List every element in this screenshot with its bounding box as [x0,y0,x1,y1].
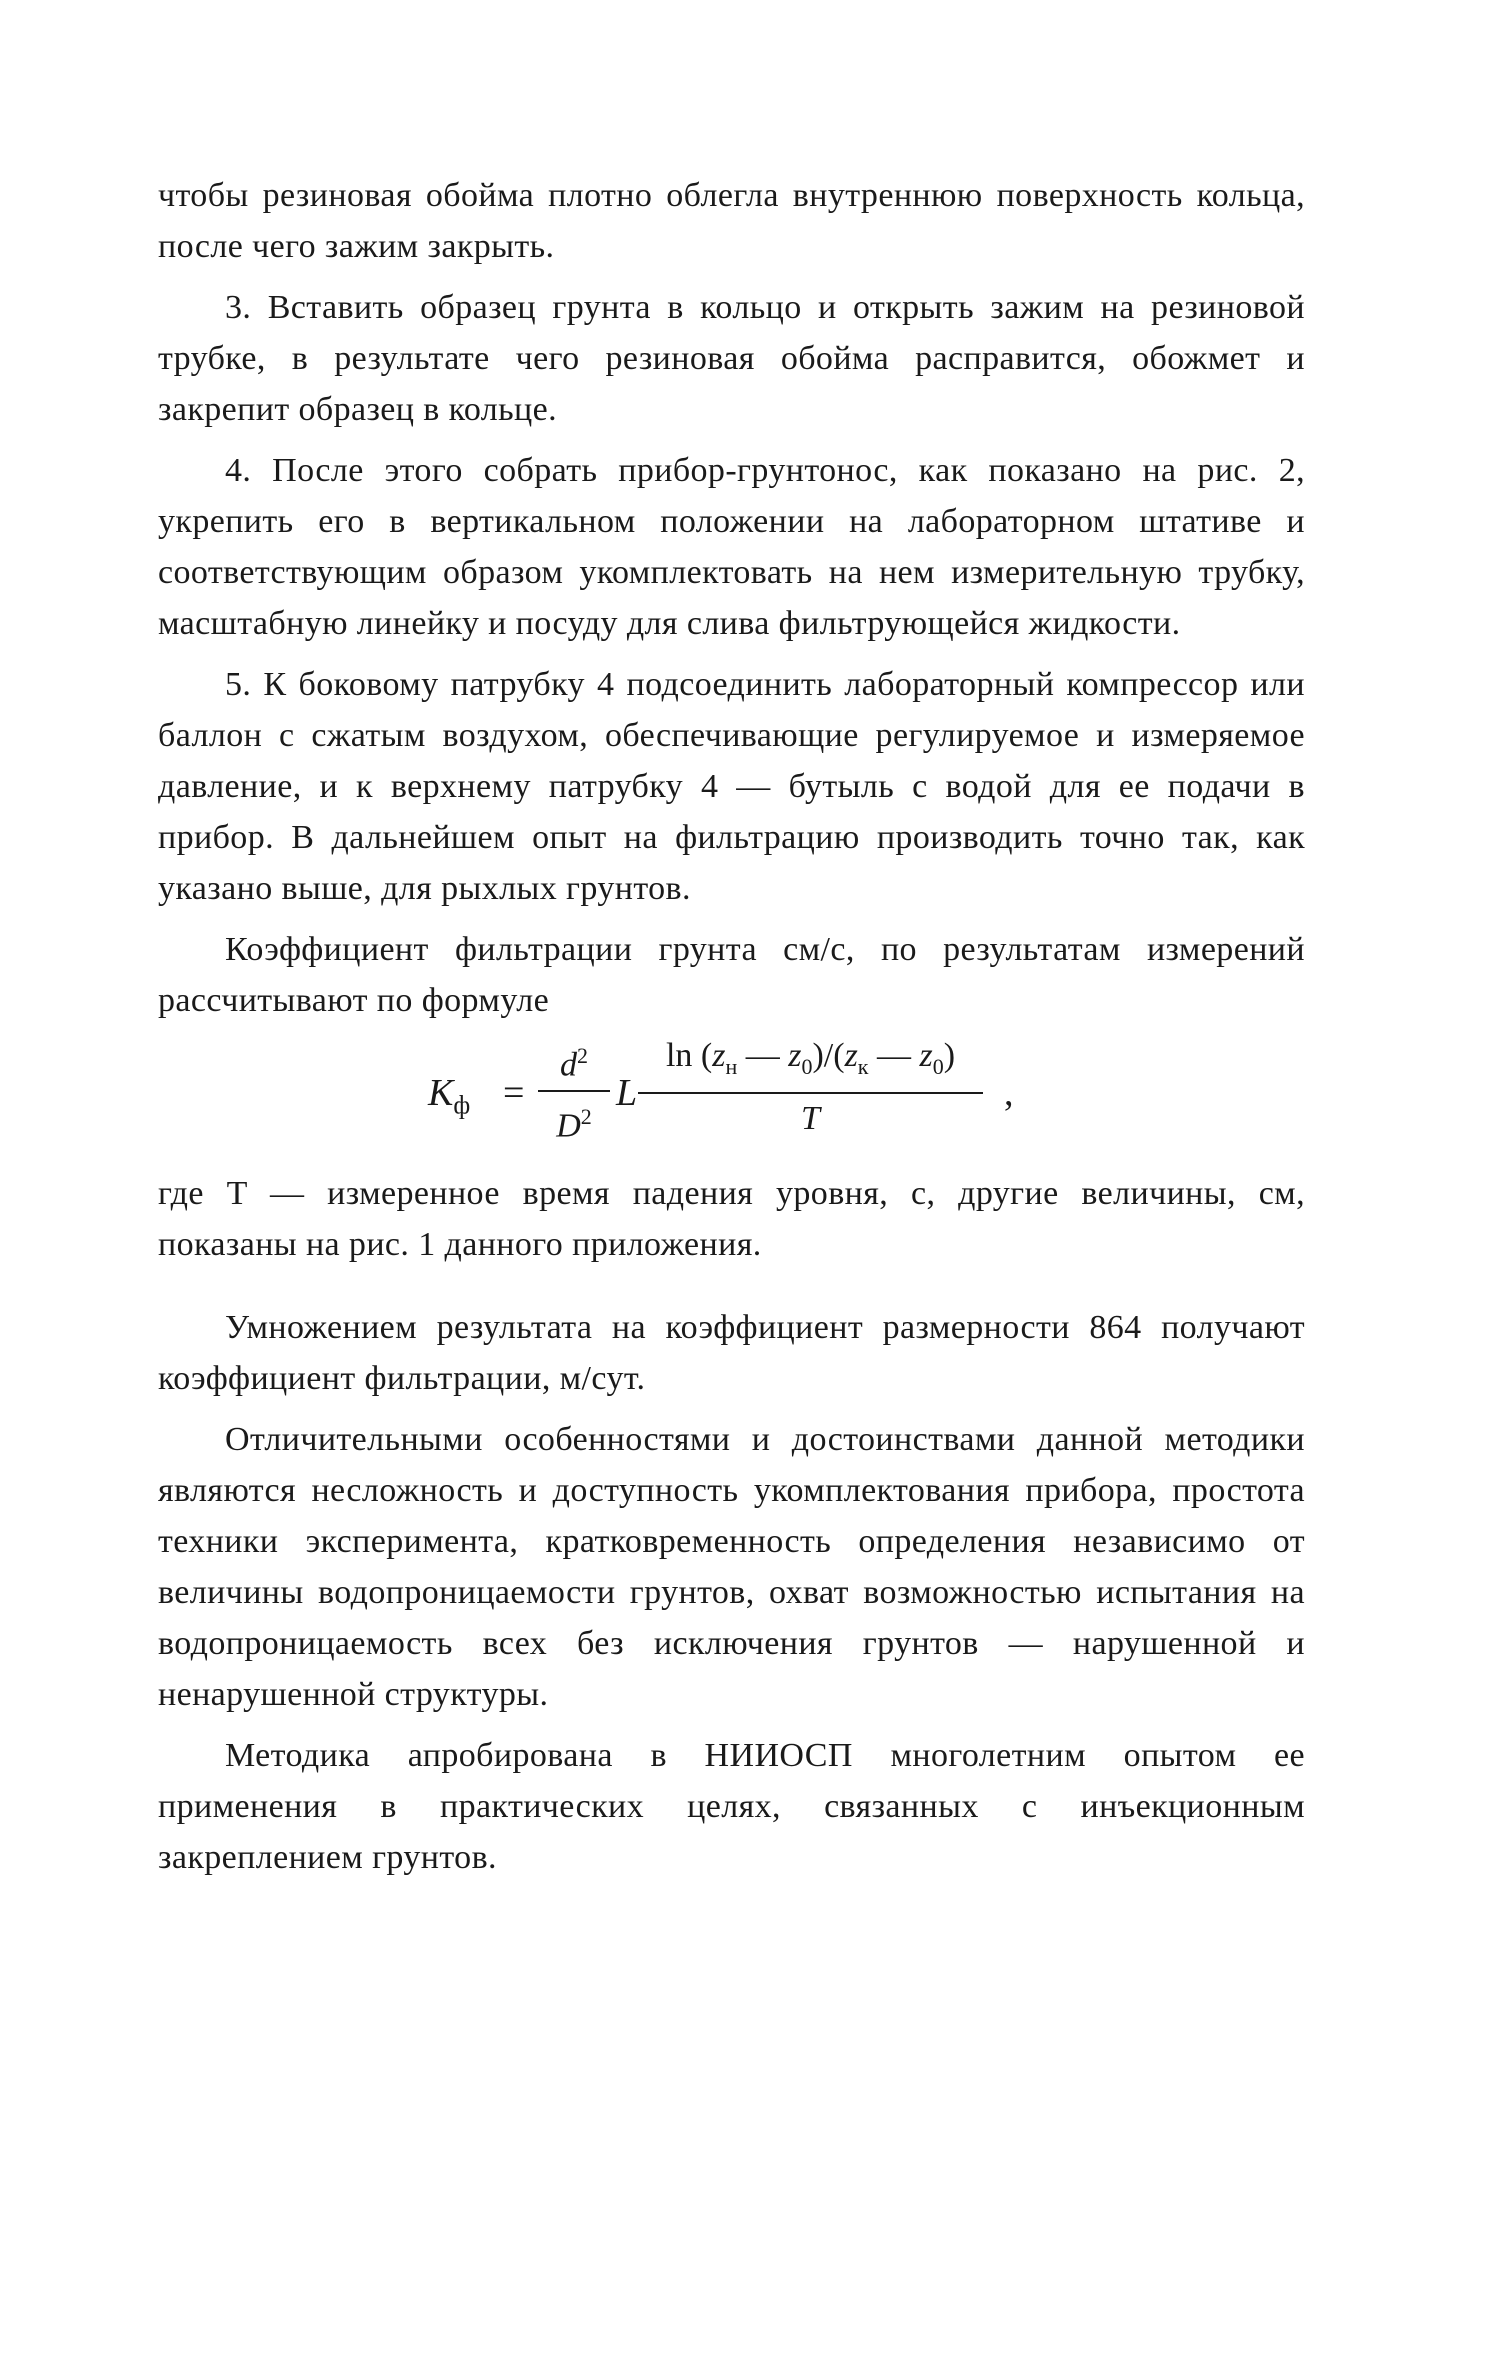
paragraph-formula-legend: где T — измеренное время падения уровня, с, другие величины, см, показаны на рис. 1 данного приложения. [158,1175,1305,1263]
paragraph-advantages: Отличительными особенностями и достоинствами данной методики являются несложность и доступность укомплектования прибора, простота техники эксперимента, кратковременность определения независимо от величины водопроницаемости грунтов, охват возможностью испытания на водопроницаемость всех без исключения грунтов — нарушенной и ненарушенной структуры. [158,1421,1305,1713]
filtration-formula [158,1034,1305,1164]
formula-comma: , [1004,1072,1014,1114]
formula-fraction-log: $\ln (z_н$ — $z_0)/(z_к$ — $z_0$) T [638,1034,983,1141]
paragraph-step-4: 4. После этого собрать прибор-грунтонос, как показано на рис. 2, укрепить его в вертикальном положении на лабораторном штативе и соответствующим образом укомплектовать на нем измерительную трубку, масштабную линейку и посуду для слива фильтрующейся жидкости. [158,452,1305,642]
document-body [158,170,1305,1883]
paragraph-step-5: 5. К боковому патрубку 4 подсоединить лабораторный компрессор или баллон с сжатым воздухом, обеспечивающие регулируемое и измеряемое давление, и к верхнему патрубку 4 — бутыль с водой для ее подачи в прибор. В дальнейшем опыт на фильтрацию производить точно так, как указано выше, для рыхлых грунтов. [158,666,1305,907]
formula-equals: = [503,1072,525,1114]
formula-lhs: $K_ф$ [428,1072,471,1120]
paragraph-approval: Методика апробирована в НИИОСП многолетним опытом ее применения в практических целях, связанных с инъекционным закреплением грунтов. [158,1737,1305,1876]
formula-length-factor: L [616,1072,638,1114]
paragraph-continuation: чтобы резиновая обойма плотно облегла внутреннюю поверхность кольца, после чего зажим закрыть. [158,177,1305,265]
paragraph-step-3: 3. Вставить образец грунта в кольцо и открыть зажим на резиновой трубке, в результате чего резиновая обойма расправится, обожмет и закрепит образец в кольце. [158,289,1305,428]
paragraph-unit-conversion: Умножением результата на коэффициент размерности 864 получают коэффициент фильтрации, м/сут. [158,1309,1305,1397]
paragraph-formula-intro: Коэффициент фильтрации грунта см/с, по результатам измерений рассчитывают по формуле [158,931,1305,1019]
formula-fraction-diameters: $d^2$ $D^2$ [538,1034,610,1149]
